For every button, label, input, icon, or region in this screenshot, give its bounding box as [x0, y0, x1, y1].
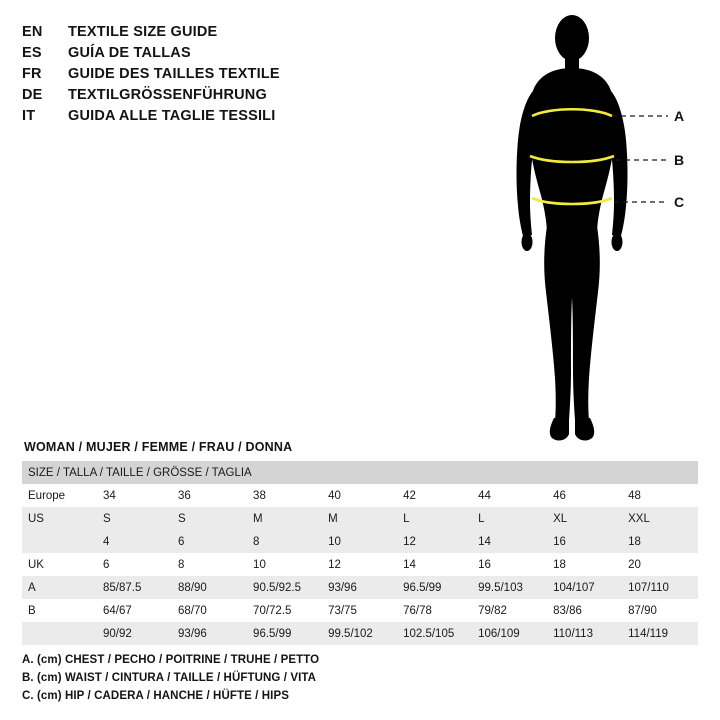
- female-silhouette: [517, 15, 628, 441]
- cell: 18: [628, 535, 641, 548]
- cell: 83/86: [553, 604, 582, 617]
- marker-label-a: A: [674, 108, 685, 124]
- language-code-fr: FR: [22, 66, 42, 82]
- cell: 36: [178, 489, 191, 502]
- cell: 48: [628, 489, 641, 502]
- language-title-en: TEXTILE SIZE GUIDE: [68, 24, 218, 40]
- cell: 64/67: [103, 604, 132, 617]
- cell: 12: [403, 535, 416, 548]
- size-table-section: [22, 436, 698, 645]
- row-label-us-numeric: [22, 530, 97, 553]
- language-title-it: GUIDA ALLE TAGLIE TESSILI: [68, 108, 276, 124]
- cell: 96.5/99: [403, 581, 442, 594]
- table-header-row: [22, 461, 698, 484]
- row-label-c: [22, 622, 97, 645]
- row-label-europe: Europe: [28, 489, 66, 502]
- cell: 42: [403, 489, 416, 502]
- cell: 14: [403, 558, 416, 571]
- footnote-waist: B. (cm) WAIST / CINTURA / TAILLE / HÜFTUNG / VITA: [22, 672, 317, 684]
- table-header-label: SIZE / TALLA / TAILLE / GRÖSSE / TAGLIA: [28, 466, 252, 479]
- cell: 20: [628, 558, 641, 571]
- language-title-es: GUÍA DE TALLAS: [68, 45, 191, 61]
- cell: L: [478, 512, 485, 525]
- language-title-de: TEXTILGRÖSSENFÜHRUNG: [68, 87, 267, 103]
- cell: 99.5/102: [328, 627, 373, 640]
- cell: 79/82: [478, 604, 507, 617]
- cell: 70/72.5: [253, 604, 292, 617]
- cell: 16: [553, 535, 566, 548]
- cell: 34: [103, 489, 116, 502]
- cell: 16: [478, 558, 491, 571]
- row-label-us: US: [28, 512, 44, 525]
- cell: 87/90: [628, 604, 657, 617]
- cell: 99.5/103: [478, 581, 523, 594]
- cell: 6: [178, 535, 185, 548]
- title-row-es: [22, 45, 452, 61]
- title-row-it: [22, 108, 452, 124]
- cell: S: [178, 512, 186, 525]
- table-row: [22, 530, 698, 553]
- table-group-heading: WOMAN / MUJER / FEMME / FRAU / DONNA: [24, 440, 293, 454]
- footnotes-block: [22, 654, 622, 708]
- title-row-fr: [22, 66, 452, 82]
- cell: 102.5/105: [403, 627, 455, 640]
- table-row: [22, 576, 698, 599]
- row-label-uk: UK: [28, 558, 44, 571]
- language-code-de: DE: [22, 87, 43, 103]
- cell: 96.5/99: [253, 627, 292, 640]
- cell: XXL: [628, 512, 650, 525]
- cell: 68/70: [178, 604, 207, 617]
- footnote-chest: A. (cm) CHEST / PECHO / POITRINE / TRUHE / PETTO: [22, 654, 320, 666]
- marker-label-b: B: [674, 152, 685, 168]
- cell: XL: [553, 512, 568, 525]
- title-row-en: [22, 24, 452, 40]
- cell: L: [403, 512, 410, 525]
- language-code-it: IT: [22, 108, 36, 124]
- cell: 107/110: [628, 581, 669, 594]
- cell: 90/92: [103, 627, 132, 640]
- cell: 8: [178, 558, 185, 571]
- cell: S: [103, 512, 111, 525]
- title-row-de: [22, 87, 452, 103]
- cell: 10: [328, 535, 341, 548]
- cell: 90.5/92.5: [253, 581, 302, 594]
- table-row: [22, 599, 698, 622]
- row-label-a: A: [28, 581, 36, 594]
- cell: M: [253, 512, 263, 525]
- language-title-fr: GUIDE DES TAILLES TEXTILE: [68, 66, 280, 82]
- language-code-en: EN: [22, 24, 43, 40]
- cell: 46: [553, 489, 566, 502]
- cell: 14: [478, 535, 491, 548]
- cell: 93/96: [328, 581, 357, 594]
- cell: 106/109: [478, 627, 520, 640]
- language-code-es: ES: [22, 45, 42, 61]
- cell: 88/90: [178, 581, 207, 594]
- cell: M: [328, 512, 338, 525]
- cell: 8: [253, 535, 260, 548]
- row-label-b: B: [28, 604, 36, 617]
- cell: 73/75: [328, 604, 357, 617]
- language-title-block: [22, 24, 452, 129]
- table-row: [22, 553, 698, 576]
- cell: 76/78: [403, 604, 432, 617]
- cell: 114/119: [628, 627, 668, 640]
- body-figure-illustration: [470, 6, 710, 446]
- cell: 40: [328, 489, 341, 502]
- footnote-hip: C. (cm) HIP / CADERA / HANCHE / HÜFTE / HIPS: [22, 690, 290, 702]
- cell: 38: [253, 489, 266, 502]
- table-row: [22, 622, 698, 645]
- cell: 6: [103, 558, 110, 571]
- cell: 44: [478, 489, 491, 502]
- marker-label-c: C: [674, 194, 685, 210]
- cell: 12: [328, 558, 341, 571]
- size-table: [22, 461, 698, 645]
- cell: 104/107: [553, 581, 595, 594]
- cell: 93/96: [178, 627, 207, 640]
- cell: 85/87.5: [103, 581, 142, 594]
- cell: 10: [253, 558, 266, 571]
- table-row: [22, 484, 698, 507]
- cell: 4: [103, 535, 110, 548]
- cell: 110/113: [553, 627, 593, 640]
- table-row: [22, 507, 698, 530]
- cell: 18: [553, 558, 566, 571]
